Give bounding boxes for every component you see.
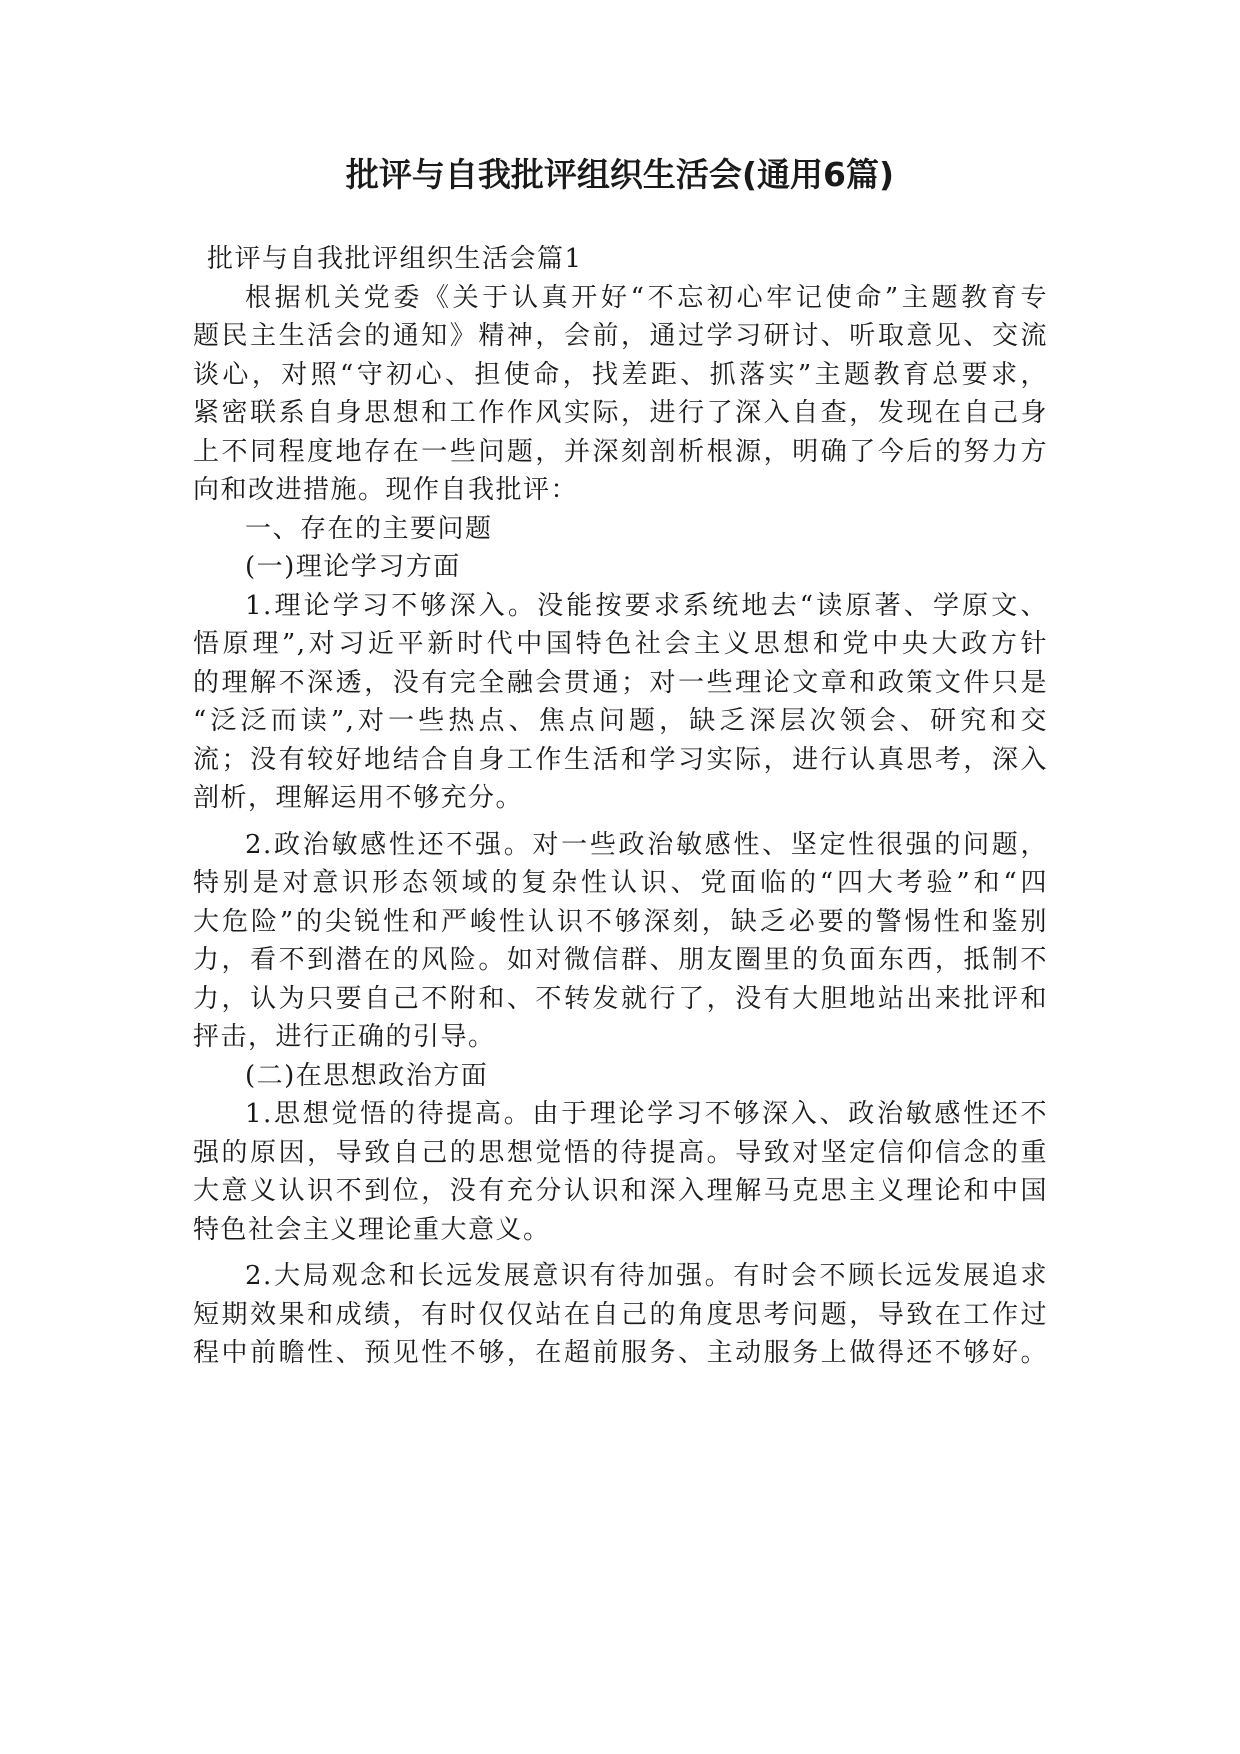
paragraph-line: 剖析，理解运用不够充分。 [193, 783, 524, 813]
paragraph-line: 流；没有较好地结合自身工作生活和学习实际，进行认真思考，深入 [193, 744, 1048, 775]
paragraph-line: 抨击，进行正确的引导。 [193, 1022, 496, 1052]
paragraph-line: 特别是对意识形态领域的复杂性认识、党面临的“四大考验”和“四 [193, 868, 1048, 898]
paragraph-line: 的理解不深透，没有完全融会贯通；对一些理论文章和政策文件只是 [193, 667, 1048, 698]
subheading-theory-study: (一)理论学习方面 [245, 552, 461, 582]
paragraph-line: 大意义认识不到位，没有充分认识和深入理解马克思主义理论和中国 [193, 1176, 1048, 1206]
paragraph-line: 上不同程度地存在一些问题，并深刻剖析根源，明确了今后的努力方 [193, 436, 1048, 467]
paragraph-line: 1.思想觉悟的待提高。由于理论学习不够深入、政治敏感性还不 [245, 1099, 1048, 1129]
section-title: 批评与自我批评组织生活会篇1 [207, 244, 583, 274]
document-title: 批评与自我批评组织生活会(通用6篇) [345, 155, 895, 194]
paragraph-line: 强的原因，导致自己的思想觉悟的待提高。导致对坚定信仰信念的重 [193, 1137, 1048, 1168]
paragraph-line: 程中前瞻性、预见性不够，在超前服务、主动服务上做得还不够好。 [193, 1338, 1048, 1368]
paragraph-line: 向和改进措施。现作自我批评： [193, 475, 579, 505]
paragraph-line: 悟原理”,对习近平新时代中国特色社会主义思想和党中央大政方针 [193, 629, 1048, 659]
paragraph-line: 紧密联系自身思想和工作作风实际，进行了深入自查，发现在自己身 [193, 398, 1048, 428]
paragraph-line: 根据机关党委《关于认真开好“不忘初心牢记使命”主题教育专 [245, 282, 1048, 313]
item-overall-situation [193, 1257, 1048, 1373]
intro-paragraph [193, 279, 1048, 510]
heading-main-problems: 一、存在的主要问题 [245, 513, 493, 544]
paragraph-line: 特色社会主义理论重大意义。 [193, 1214, 551, 1245]
paragraph-line: 2.政治敏感性还不强。对一些政治敏感性、坚定性很强的问题， [245, 829, 1048, 860]
item-political-sensitivity [193, 826, 1048, 1057]
document-body [193, 240, 1048, 1373]
paragraph-line: 谈心，对照“守初心、担使命，找差距、抓落实”主题教育总要求， [193, 359, 1048, 390]
paragraph-line: 力，认为只要自己不附和、不转发就行了，没有大胆地站出来批评和 [193, 983, 1048, 1014]
item-theory-study-depth [193, 587, 1048, 818]
subheading-ideology-politics: (二)在思想政治方面 [245, 1060, 489, 1091]
paragraph-line: 大危险”的尖锐性和严峻性认识不够深刻，缺乏必要的警惕性和鉴别 [193, 906, 1048, 937]
paragraph-line: 题民主生活会的通知》精神，会前，通过学习研讨、听取意见、交流 [193, 321, 1048, 351]
paragraph-spacer [193, 818, 1048, 826]
paragraph-line: 短期效果和成绩，有时仅仅站在自己的角度思考问题，导致在工作过 [193, 1299, 1048, 1330]
item-ideological-awareness [193, 1095, 1048, 1249]
paragraph-line: 1.理论学习不够深入。没能按要求系统地去“读原著、学原文、 [245, 590, 1048, 621]
paragraph-line: 力，看不到潜在的风险。如对微信群、朋友圈里的负面东西，抵制不 [193, 945, 1048, 975]
paragraph-line: 2.大局观念和长远发展意识有待加强。有时会不顾长远发展追求 [245, 1261, 1048, 1291]
paragraph-line: “泛泛而读”,对一些热点、焦点问题，缺乏深层次领会、研究和交 [193, 706, 1048, 736]
paragraph-spacer [193, 1249, 1048, 1257]
